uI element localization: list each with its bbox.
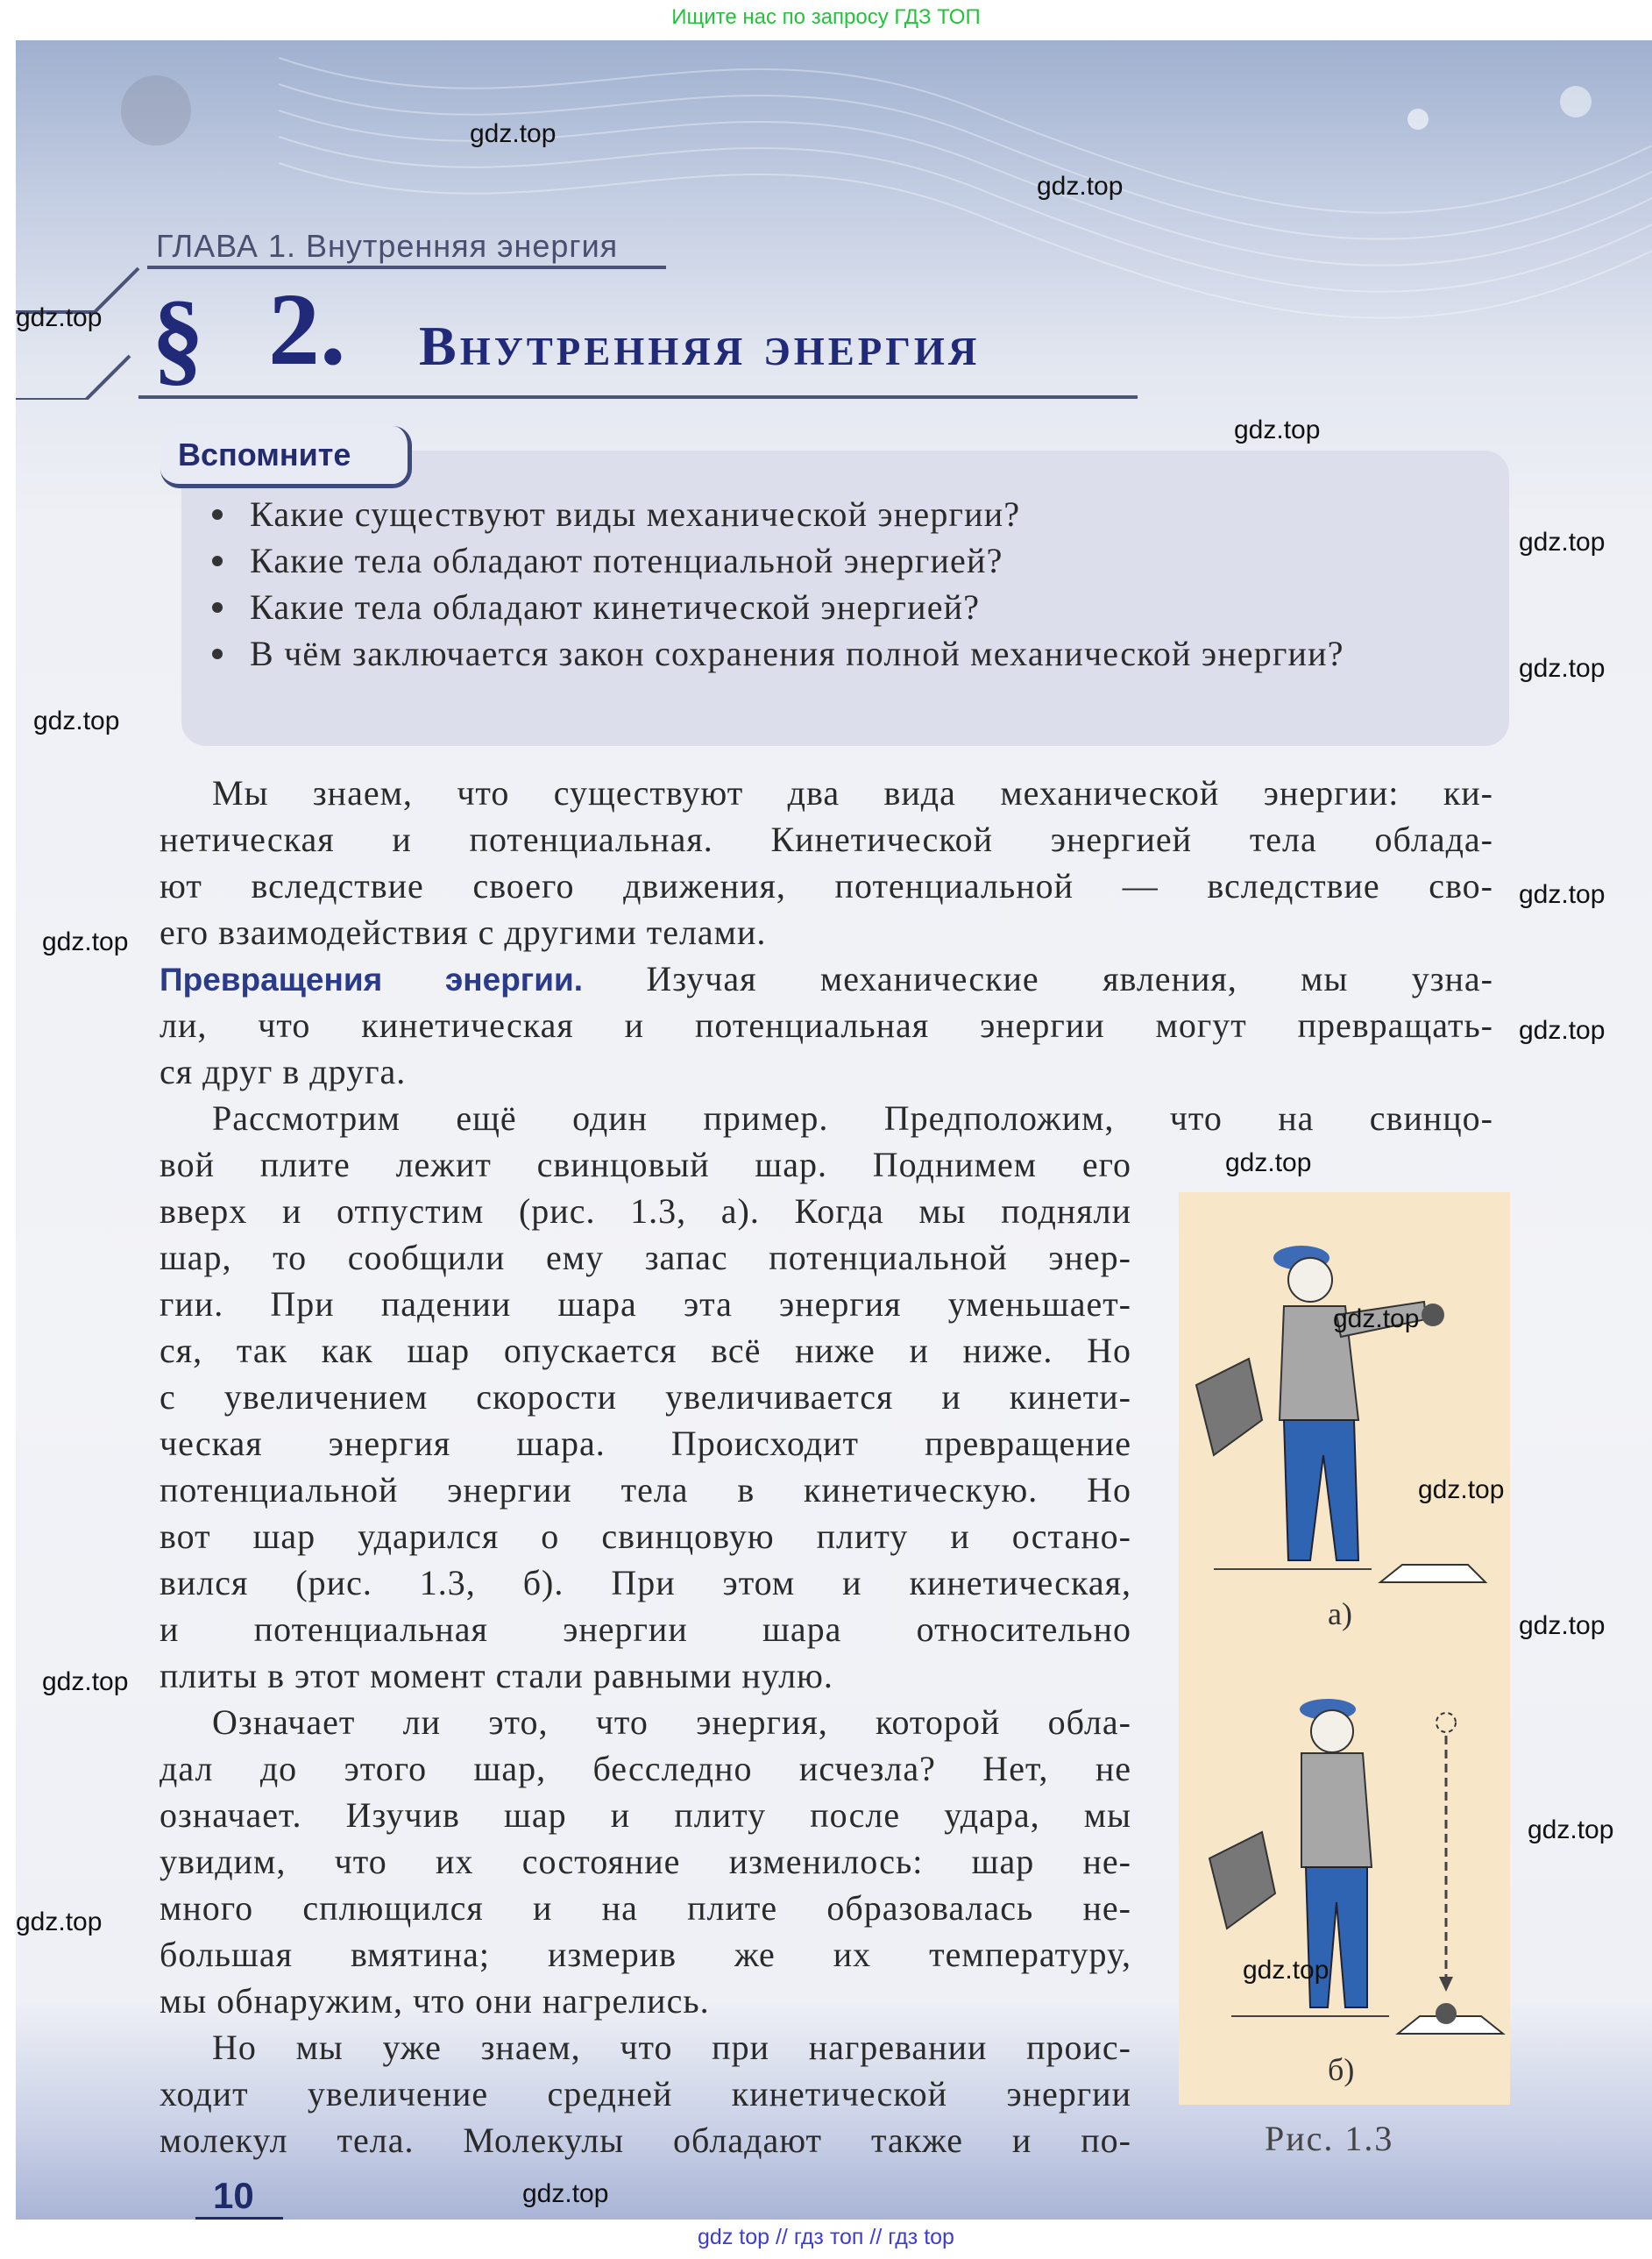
watermark: gdz.top [522,2179,609,2208]
item-text: Какие тела обладают потенциальной энергией? [250,541,1003,580]
item-text: Какие существуют виды механической энергии? [250,494,1021,534]
watermark: gdz.top [470,119,557,148]
watermark: gdz.top [16,1907,103,1936]
text-line: нетическая и потенциальная. Кинетической энергией тела облада- [160,820,1493,859]
text-line: Мы знаем, что существуют два вида механической энергии: ки- [212,773,1493,813]
text-line: ческая энергия шара. Происходит превращение [160,1424,1131,1463]
watermark: gdz.top [1333,1304,1420,1333]
watermark: gdz.top [1243,1956,1329,1985]
section-number: 2. [268,272,346,387]
divider [147,266,666,269]
text-line: вверх и отпустим (рис. 1.3, а). Когда мы подняли [160,1191,1131,1231]
list-item [209,491,1471,537]
chapter-heading: ГЛАВА 1. Внутренняя энергия [156,228,619,264]
text-line: шар, то сообщили ему запас потенциальной энер- [160,1238,1131,1277]
watermark: gdz.top [1234,416,1321,444]
text-line: вился (рис. 1.3, б). При этом и кинетическая, [160,1563,1131,1602]
figure-caption: Рис. 1.3 [1265,2119,1394,2158]
text-line: ся, так как шар опускается всё ниже и ниже. Но [160,1331,1131,1370]
watermark: gdz.top [1519,1016,1606,1045]
watermark: gdz.top [1225,1148,1312,1177]
boy-figure-b [1209,1699,1503,2034]
watermark: gdz.top [33,707,120,735]
text-line [160,955,1493,1002]
text-line: большая вмятина; измерив же их температуру, [160,1935,1131,1974]
section-title: Внутренняя энергия [419,315,981,377]
section-sign: § [152,279,204,395]
text-line: плиты в этот момент стали равными нулю. [160,1656,833,1695]
text-fragment: Изучая механические явления, мы узна- [583,959,1493,998]
text-line: и потенциальная энергии шара относительно [160,1609,1131,1649]
text-line: Рассмотрим ещё один пример. Предположим, что на свинцо- [212,1098,1493,1138]
text-line: вот шар ударился о свинцовую плиту и остано- [160,1517,1131,1556]
list-item [209,537,1471,584]
page-number: 10 [213,2175,254,2216]
watermark: gdz.top [16,303,103,332]
bullet-icon [212,556,223,566]
watermark: gdz.top [42,927,129,956]
figure-label-a: а) [1328,1596,1352,1631]
text-line: потенциальной энергии тела в кинетическую. Но [160,1470,1131,1510]
text-line: гии. При падении шара эта энергия уменьшает- [160,1284,1131,1324]
bullet-icon [212,649,223,659]
footer-links[interactable]: gdz top // гдз топ // гдз top [0,2220,1652,2259]
textbook-page [16,40,1652,2220]
text-line: Но мы уже знаем, что при нагревании проис- [212,2028,1131,2067]
text-line: его взаимодействия с другими телами. [160,913,767,952]
text-line: означает. Изучив шар и плиту после удара, мы [160,1795,1131,1835]
watermark: gdz.top [1519,880,1606,909]
text-line: дал до этого шар, бесследно исчезла? Нет, не [160,1749,1131,1788]
boy-drops-ball-illustration [1179,1192,1510,2105]
text-line: много сплющился и на плите образовалась не- [160,1888,1131,1928]
watermark: gdz.top [1519,1611,1606,1640]
text-line: увидим, что их состояние изменилось: шар не- [160,1842,1131,1881]
figure-label-b: б) [1328,2052,1355,2087]
text-line: ют вследствие своего движения, потенциальной — вследствие сво- [160,866,1493,906]
item-text: Какие тела обладают кинетической энергией? [250,587,981,627]
item-text: В чём заключается закон сохранения полной механической энергии? [250,634,1344,673]
list-item [209,630,1424,677]
divider [138,395,1138,399]
search-banner[interactable]: Ищите нас по запросу ГДЗ ТОП [0,0,1652,40]
watermark: gdz.top [1519,528,1606,557]
text-line: молекул тела. Молекулы обладают также и по- [160,2120,1131,2160]
watermark: gdz.top [42,1667,129,1696]
text-line: с увеличением скорости увеличивается и кинети- [160,1377,1131,1417]
bullet-icon [212,509,223,520]
remember-label: Вспомните [160,426,412,488]
remember-list [209,491,1471,677]
figure-1-3 [1179,1192,1510,2105]
watermark: gdz.top [1418,1475,1505,1504]
watermark: gdz.top [1528,1815,1614,1844]
decorative-lines [16,259,156,400]
text-line: ся друг в друга. [160,1052,407,1091]
text-line: ли, что кинетическая и потенциальная энергии могут превращать- [160,1005,1493,1045]
text-line: вой плите лежит свинцовый шар. Поднимем его [160,1145,1131,1184]
text-line: ходит увеличение средней кинетической энергии [160,2074,1131,2113]
list-item [209,584,1471,630]
watermark: gdz.top [1519,654,1606,683]
text-line: Означает ли это, что энергия, которой обла- [212,1702,1131,1742]
text-line: мы обнаружим, что они нагрелись. [160,1981,710,2021]
bullet-icon [212,602,223,613]
watermark: gdz.top [1037,172,1124,201]
subheading: Превращения энергии. [160,962,583,998]
boy-figure-a [1196,1246,1485,1582]
